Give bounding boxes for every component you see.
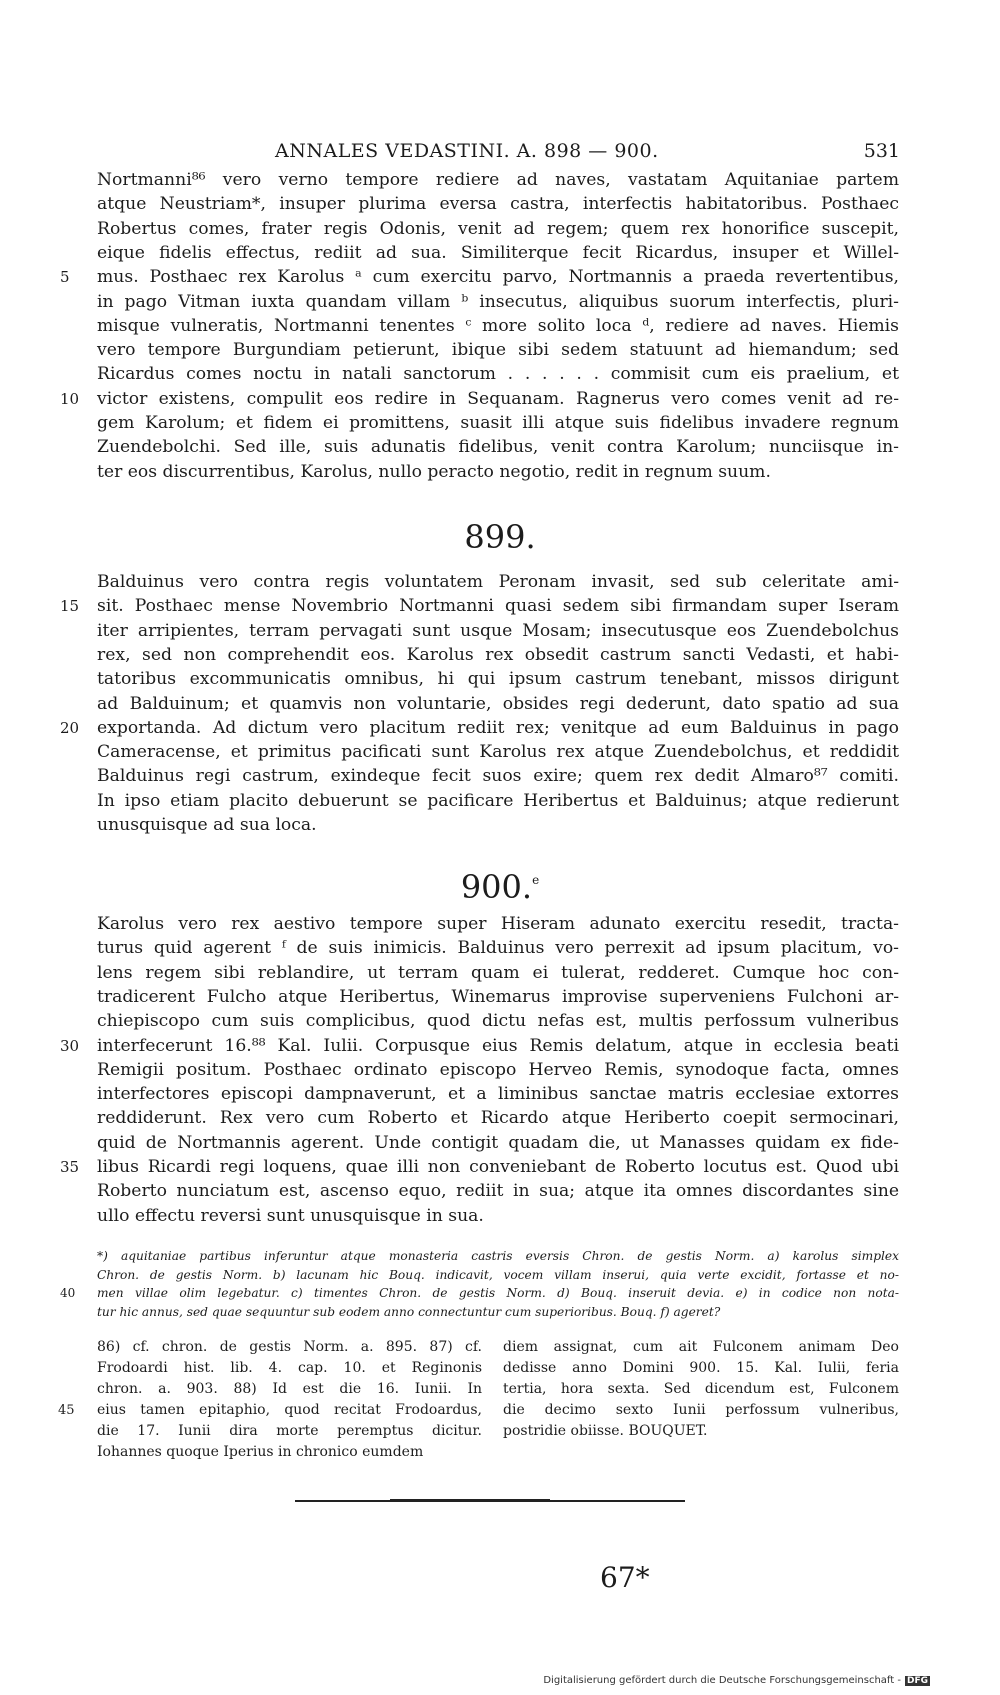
text-line: Balduinus vero contra regis voluntatem Peronam invasit, sed sub celeritate ami- [97, 572, 899, 592]
text-line: Balduinus regi castrum, exindeque fecit suos exire; quem rex dedit Almaro⁸⁷ comiti. [97, 766, 899, 787]
text-line: ter eos discurrentibus, Karolus, nullo peracto negotio, redit in regnum suum. [97, 461, 771, 482]
line-number: 35 [60, 1158, 80, 1176]
footnote-line: Iohannes quoque Iperius in chronico eumdem [97, 1444, 424, 1460]
text-line: sit. Posthaec mense Novembrio Nortmanni quasi sedem sibi firmandam super Iseram [97, 596, 899, 617]
text-line: victor existens, compulit eos redire in Sequanam. Ragnerus vero comes venit ad re- [97, 388, 899, 409]
text-line: In ipso etiam placito debuerunt se pacificare Heribertus et Balduinus; atque redierunt [97, 790, 899, 811]
section-divider [295, 1500, 685, 1502]
text-line: interfecerunt 16.⁸⁸ Kal. Iulii. Corpusque eius Remis delatum, atque in ecclesia beati [97, 1035, 899, 1056]
text-line: libus Ricardi regi loquens, quae illi non conveniebant de Roberto locutus est. Quod ubi [97, 1157, 899, 1177]
text-line: eique fidelis effectus, rediit ad sua. Similiterque fecit Ricardus, insuper et Willel- [97, 242, 899, 263]
text-line: iter arripientes, terram pervagati sunt usque Mosam; insecutusque eos Zuendebolchus [97, 620, 899, 641]
credit-text: Digitalisierung gefördert durch die Deutsche Forschungsgemeinschaft - [543, 1675, 901, 1686]
footnote-line: Frodoardi hist. lib. 4. cap. 10. et Reginonis [97, 1360, 482, 1376]
year-900-label: 900. [460, 868, 533, 906]
line-number: 30 [60, 1036, 80, 1055]
text-line: tradicerent Fulcho atque Heribertus, Winemarus improvise superveniens Fulchoni ar- [97, 986, 899, 1007]
text-line: mus. Posthaec rex Karolus ᵃ cum exercitu parvo, Nortmannis a praeda revertentibus, [97, 267, 899, 288]
text-line: Ricardus comes noctu in natali sanctorum . . . . . . commisit cum eis praelium, et [97, 364, 899, 385]
text-line: gem Karolum; et fidem ei promittens, suasit illi atque suis fidelibus invadere regnum [97, 413, 899, 433]
text-line: atque Neustriam*, insuper plurima eversa castra, interfectis habitatoribus. Posthaec [97, 194, 899, 215]
text-line: Nortmanni⁸⁶ vero verno tempore rediere ad naves, vastatam Aquitaniae partem [97, 170, 899, 190]
footnote-line: postridie obiisse. BOUQUET. [503, 1423, 708, 1439]
page-number: 531 [863, 140, 900, 162]
apparatus-line: Chron. de gestis Norm. b) lacunam hic Bouq. indicavit, vocem villam inserui, quia verte excidit, fortasse et no- [97, 1267, 899, 1282]
footnote-line: chron. a. 903. 88) Id est die 16. Iunii. In [97, 1381, 482, 1397]
line-number: 45 [58, 1403, 75, 1418]
footnote-line: dedisse anno Domini 900. 15. Kal. Iulii, feria [503, 1360, 899, 1376]
text-line: Zuendebolchi. Sed ille, suis adunatis fidelibus, venit contra Karolum; nunciisque in- [97, 437, 899, 458]
running-title: ANNALES VEDASTINI. A. 898 — 900. [275, 140, 659, 162]
apparatus-line: men villae olim legebatur. c) timentes Chron. de gestis Norm. d) Bouq. inseruit devia. e) in codice non nota- [97, 1286, 899, 1300]
line-number: 15 [60, 597, 80, 616]
footnote-line: 86) cf. chron. de gestis Norm. a. 895. 87) cf. [97, 1339, 482, 1355]
text-line: exportanda. Ad dictum vero placitum rediit rex; venitque ad eum Balduinus in pago [97, 717, 899, 738]
text-line: misque vulneratis, Nortmanni tenentes ᶜ more solito loca ᵈ, rediere ad naves. Hiemis [97, 315, 899, 336]
text-line: Karolus vero rex aestivo tempore super Hiseram adunato exercitu resedit, tracta- [97, 914, 899, 934]
footnote-line: die decimo sexto Iunii perfossum vulneribus, [503, 1402, 899, 1418]
text-line: Robertus comes, frater regis Odonis, venit ad regem; quem rex honorifice suscepit, [97, 218, 899, 239]
text-line: interfectores episcopi dampnaverunt, et a liminibus sanctae matris ecclesiae extorres [97, 1084, 899, 1105]
line-number: 20 [60, 718, 80, 737]
text-line: ullo effectu reversi sunt unusquisque in sua. [97, 1205, 484, 1226]
text-line: Remigii positum. Posthaec ordinato episcopo Herveo Remis, synodoque facta, omnes [97, 1059, 899, 1080]
text-line: rex, sed non comprehendit eos. Karolus rex obsedit castrum sancti Vedasti, et habi- [97, 644, 899, 665]
dfg-logo: DFG [906, 1676, 928, 1686]
line-number: 5 [60, 268, 70, 287]
apparatus-line: tur hic annus, sed quae sequuntur sub eodem anno connectuntur cum superioribus. Bouq. f) ageret? [97, 1304, 721, 1319]
text-line: Cameracense, et primitus pacificati sunt Karolus rex atque Zuendebolchus, et reddidit [97, 742, 899, 763]
text-line: vero tempore Burgundiam petierunt, ibique sibi sedem statuunt ad hiemandum; sed [97, 340, 899, 361]
text-line: ad Balduinum; et quamvis non voluntarie, obsides regi dederunt, dato spatio ad sua [97, 693, 899, 714]
text-line: tatoribus excommunicatis omnibus, hi qui ipsum castrum tenebant, missos dirigunt [97, 669, 899, 690]
line-number: 40 [60, 1286, 76, 1300]
digitization-credit [543, 1675, 930, 1686]
year-900-note-mark: e [532, 873, 540, 887]
text-line: in pago Vitman iuxta quandam villam ᵇ insecutus, aliquibus suorum interfectis, pluri- [97, 291, 899, 312]
text-line: Roberto nunciatum est, ascenso equo, rediit in sua; atque ita omnes discordantes sine [97, 1181, 899, 1202]
text-line: reddiderunt. Rex vero cum Roberto et Ricardo atque Heriberto coepit sermocinari, [97, 1108, 899, 1129]
text-line: chiepiscopo cum suis complicibus, quod dictu nefas est, multis perfossum vulneribus [97, 1011, 899, 1032]
line-number: 10 [60, 389, 80, 408]
text-line: turus quid agerent ᶠ de suis inimicis. Balduinus vero perrexit ad ipsum placitum, vo- [97, 938, 899, 959]
footnote-line: eius tamen epitaphio, quod recitat Frodoardus, [97, 1402, 482, 1418]
footnote-line: die 17. Iunii dira morte peremptus dicitur. [97, 1423, 482, 1439]
text-line: unusquisque ad sua loca. [97, 815, 317, 835]
year-heading-900 [0, 860, 1000, 907]
text-line: lens regem sibi reblandire, ut terram quam ei tulerat, redderet. Cumque hoc con- [97, 962, 899, 983]
footnote-line: tertia, hora sexta. Sed dicendum est, Fulconem [503, 1381, 899, 1397]
footnote-line: diem assignat, cum ait Fulconem animam Deo [503, 1339, 899, 1355]
year-heading-899: 899. [464, 518, 536, 556]
running-header [120, 140, 900, 164]
text-line: quid de Nortmannis agerent. Unde contigit quadam die, ut Manasses quidam ex fide- [97, 1132, 899, 1153]
signature-mark: 67* [600, 1561, 650, 1594]
apparatus-line: *) aquitaniae partibus inferuntur atque monasteria castris eversis Chron. de gestis Norm. a) karolus simplex [97, 1249, 899, 1263]
